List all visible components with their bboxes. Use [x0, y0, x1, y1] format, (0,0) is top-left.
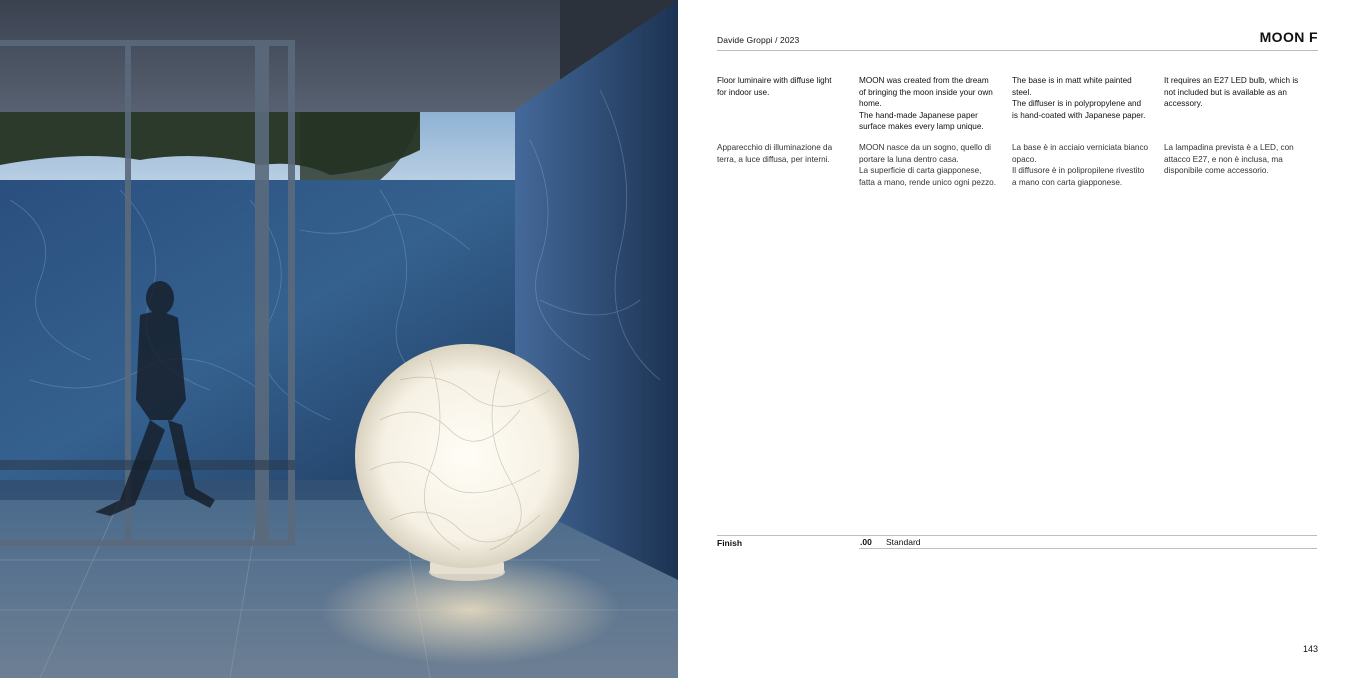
product-title: MOON F: [1259, 29, 1318, 45]
page-number: 143: [1302, 644, 1318, 654]
description-en: It requires an E27 LED bulb, which is not included but is available as an accessory.: [1164, 76, 1299, 108]
description-column-1: [717, 75, 857, 98]
finish-label: Finish: [717, 538, 743, 548]
description-column-2: [859, 75, 999, 133]
description-column-3-it: [1012, 142, 1152, 188]
description-it: Apparecchio di illuminazione da terra, a luce diffusa, per interni.: [717, 143, 833, 164]
description-en: MOON was created from the dream of bringing the moon inside your own home. The hand-made Japanese paper surface makes every lamp unique.: [859, 76, 993, 131]
header-divider: [717, 50, 1318, 51]
description-en: The base is in matt white painted steel. The diffuser is in polypropylene and is hand-coated with Japanese paper.: [1012, 76, 1146, 120]
finish-divider-top: [717, 535, 1317, 536]
finish-name: Standard: [886, 537, 921, 547]
description-column-2-it: [859, 142, 999, 188]
description-column-4: [1164, 75, 1304, 110]
description-column-3: [1012, 75, 1152, 121]
description-it: La base è in acciaio verniciata bianco opaco. Il diffusore è in polipropilene rivestito a mano con carta giapponese.: [1012, 143, 1149, 187]
description-column-4-it: [1164, 142, 1304, 177]
designer-credit: Davide Groppi / 2023: [717, 35, 800, 45]
description-it: MOON nasce da un sogno, quello di portare la luna dentro casa. La superficie di carta giapponese, fatta a mano, rende unico ogni pezzo.: [859, 143, 997, 187]
description-it: La lampadina prevista è a LED, con attacco E27, e non è inclusa, ma disponibile come accessorio.: [1164, 143, 1294, 175]
description-column-1-it: [717, 142, 857, 165]
finish-code: .00: [860, 537, 872, 547]
product-sheet: [678, 0, 1356, 678]
finish-divider-bottom: [859, 548, 1317, 549]
description-en: Floor luminaire with diffuse light for indoor use.: [717, 76, 832, 97]
